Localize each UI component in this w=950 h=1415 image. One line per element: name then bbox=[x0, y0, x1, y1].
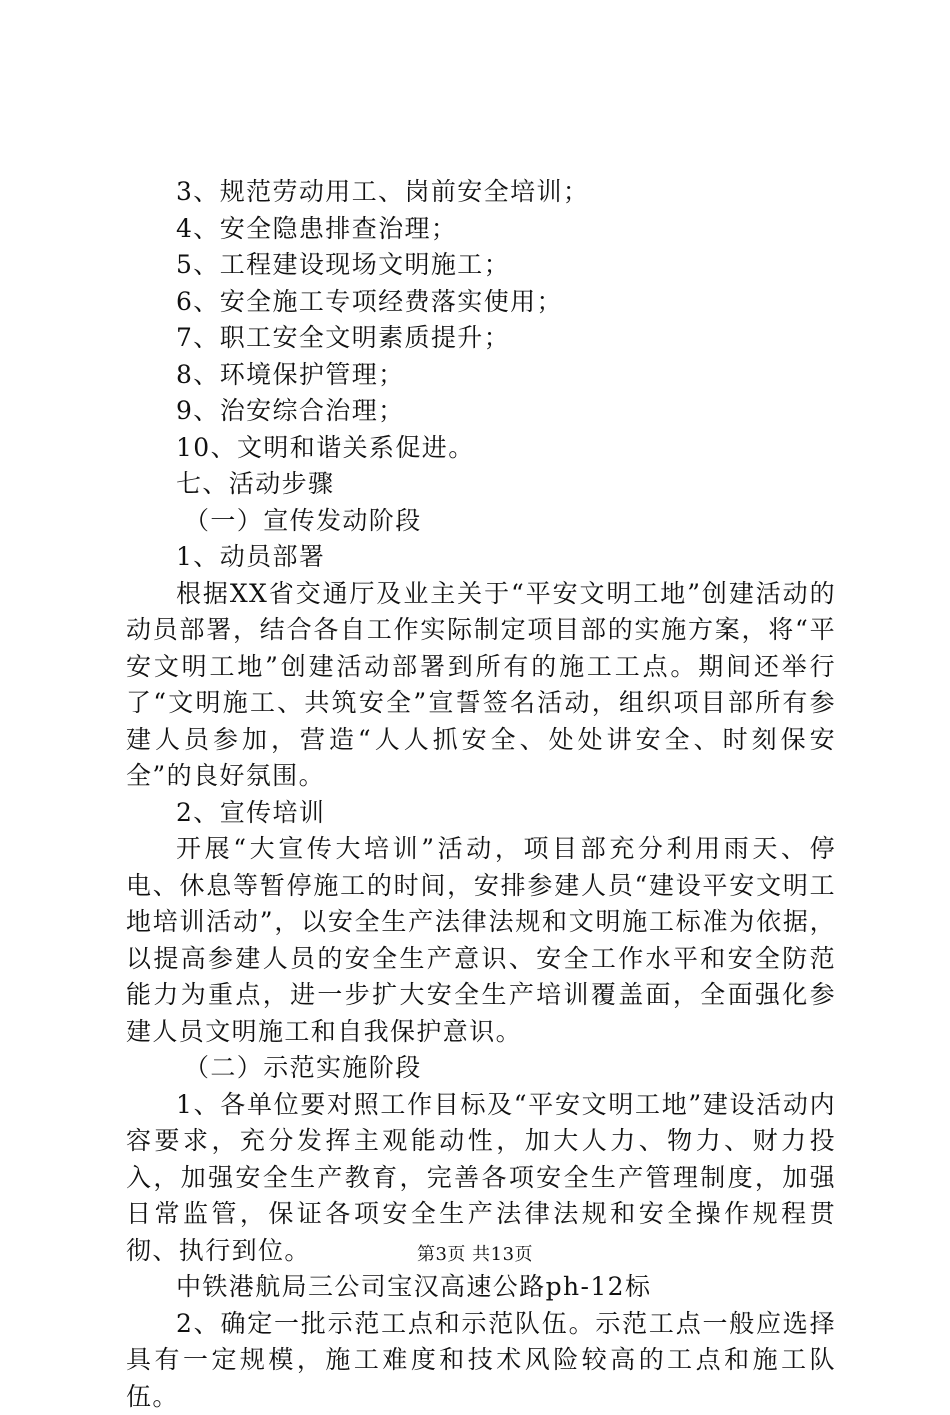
list-item: 7、职工安全文明素质提升； bbox=[126, 320, 836, 357]
item-heading: 2、宣传培训 bbox=[126, 795, 836, 832]
paragraph-item-2: 2、确定一批示范工点和示范队伍。示范工点一般应选择具有一定规模，施工难度和技术风险较高的工点和施工队伍。 bbox=[126, 1306, 836, 1415]
section-heading: 七、活动步骤 bbox=[126, 466, 836, 503]
paragraph-training: 开展“大宣传大培训”活动，项目部充分利用雨天、停电、休息等暂停施工的时间，安排参建人员“建设平安文明工地培训活动”，以安全生产法律法规和文明施工标准为依据，以提高参建人员的安全生产意识、安全工作水平和安全防范能力为重点，进一步扩大安全生产培训覆盖面，全面强化参建人员文明施工和自我保护意识。 bbox=[126, 831, 836, 1050]
paragraph-item-1: 1、各单位要对照工作目标及“平安文明工地”建设活动内容要求，充分发挥主观能动性，加大人力、物力、财力投入，加强安全生产教育，完善各项安全生产管理制度，加强日常监管，保证各项安全生产法律法规和安全操作规程贯彻、执行到位。 bbox=[126, 1087, 836, 1270]
list-item: 5、工程建设现场文明施工； bbox=[126, 247, 836, 284]
list-item: 10、文明和谐关系促进。 bbox=[126, 430, 836, 467]
subsection-heading: （一）宣传发动阶段 bbox=[126, 503, 836, 540]
paragraph-mobilize: 根据XX省交通厅及业主关于“平安文明工地”创建活动的动员部署，结合各自工作实际制定项目部的实施方案，将“平安文明工地”创建活动部署到所有的施工工点。期间还举行了“文明施工、共筑安全”宣誓签名活动，组织项目部所有参建人员参加，营造“人人抓安全、处处讲安全、时刻保安全”的良好氛围。 bbox=[126, 576, 836, 795]
list-item: 9、治安综合治理； bbox=[126, 393, 836, 430]
list-item: 6、安全施工专项经费落实使用； bbox=[126, 284, 836, 321]
list-item: 3、规范劳动用工、岗前安全培训； bbox=[126, 174, 836, 211]
item-heading: 1、动员部署 bbox=[126, 539, 836, 576]
page-number: 第3页 共13页 bbox=[0, 1240, 950, 1266]
company-line: 中铁港航局三公司宝汉高速公路ph-12标 bbox=[126, 1269, 836, 1306]
document-body bbox=[126, 174, 836, 1415]
list-item: 4、安全隐患排查治理； bbox=[126, 211, 836, 248]
subsection-heading: （二）示范实施阶段 bbox=[126, 1050, 836, 1087]
list-item: 8、环境保护管理； bbox=[126, 357, 836, 394]
